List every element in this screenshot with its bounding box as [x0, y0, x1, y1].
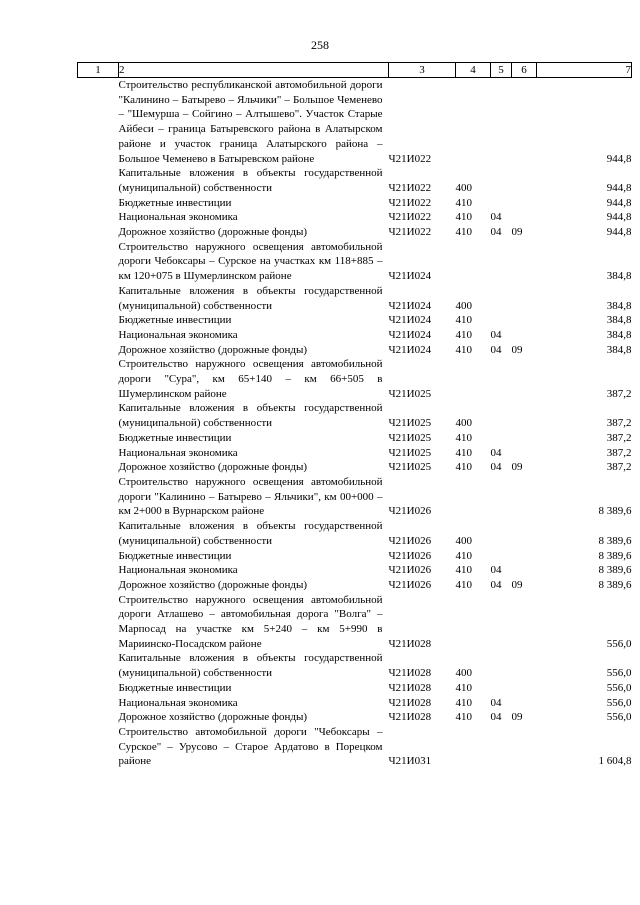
target-code-cell: Ч21И028 [388, 681, 432, 694]
header-col-6: 6 [512, 63, 537, 78]
expense-type-cell [456, 240, 491, 284]
section-cell [491, 313, 512, 328]
expense-type-cell: 410 [455, 211, 472, 224]
table-row [78, 196, 632, 211]
subsection-cell [512, 593, 537, 652]
item-name-cell: Бюджетные инвестиции [118, 431, 232, 444]
item-name-cell: Дорожное хозяйство (дорожные фонды) [118, 343, 308, 356]
expense-type-cell: 410 [455, 314, 472, 327]
expense-type-cell: 410 [455, 343, 472, 356]
expense-type-cell: 410 [455, 461, 472, 474]
row-number-cell [78, 225, 119, 240]
target-code-cell: Ч21И022 [388, 152, 432, 165]
expense-type-cell: 400 [455, 299, 472, 312]
amount-cell: 8 389,6 [598, 564, 632, 577]
table-row [78, 460, 632, 475]
subsection-cell [512, 166, 537, 195]
section-cell [491, 240, 512, 284]
section-cell: 04 [490, 564, 502, 577]
row-number-cell [78, 681, 119, 696]
amount-cell: 944,8 [606, 196, 632, 209]
amount-cell: 387,2 [606, 431, 632, 444]
expense-type-cell: 410 [455, 696, 472, 709]
amount-cell: 387,2 [606, 417, 632, 430]
item-name-cell: Бюджетные инвестиции [118, 549, 232, 562]
subsection-cell: 09 [511, 461, 523, 474]
section-cell [491, 651, 512, 680]
table-body [78, 78, 632, 770]
subsection-cell [512, 651, 537, 680]
amount-cell: 556,0 [606, 681, 632, 694]
row-number-cell [78, 710, 119, 725]
section-cell [491, 519, 512, 548]
table-row [78, 681, 632, 696]
expense-type-cell: 410 [455, 446, 472, 459]
amount-cell: 384,8 [606, 270, 632, 283]
table-row [78, 475, 632, 519]
row-number-cell [78, 460, 119, 475]
section-cell [491, 401, 512, 430]
page-number: 258 [311, 38, 329, 52]
subsection-cell [512, 210, 537, 225]
expense-type-cell: 410 [455, 549, 472, 562]
amount-cell: 8 389,6 [598, 505, 632, 518]
section-cell [491, 431, 512, 446]
row-number-cell [78, 166, 119, 195]
expense-type-cell: 410 [455, 196, 472, 209]
item-name-cell: Национальная экономика [118, 211, 238, 224]
target-code-cell: Ч21И028 [388, 696, 432, 709]
amount-cell: 1 604,8 [598, 755, 632, 768]
table-row [78, 313, 632, 328]
subsection-cell [512, 357, 537, 401]
target-code-cell: Ч21И028 [388, 711, 432, 724]
item-name-cell: Национальная экономика [118, 446, 238, 459]
amount-cell: 384,8 [606, 314, 632, 327]
subsection-cell [512, 475, 537, 519]
expense-type-cell [456, 475, 491, 519]
target-code-cell: Ч21И026 [388, 505, 432, 518]
target-code-cell: Ч21И024 [388, 328, 432, 341]
amount-cell: 387,2 [606, 446, 632, 459]
target-code-cell: Ч21И024 [388, 299, 432, 312]
row-number-cell [78, 196, 119, 211]
expense-type-cell: 410 [455, 711, 472, 724]
row-number-cell [78, 401, 119, 430]
section-cell: 04 [490, 461, 502, 474]
item-name-cell: Строительство республиканской автомобильной дороги "Калинино – Батырево – Яльчики" – Большое Чеменево – "Шемурша – Сойгино – Алтышево". Участок Старые Айбеси – граница Батыревского района в Алатырском районе и участок граница Алатырского района – Большое Чеменево в Батыревском районе [118, 79, 383, 165]
amount-cell: 384,8 [606, 343, 632, 356]
row-number-cell [78, 696, 119, 711]
amount-cell: 387,2 [606, 461, 632, 474]
row-number-cell [78, 578, 119, 593]
item-name-cell: Капитальные вложения в объекты государственной (муниципальной) собственности [118, 402, 383, 430]
table-row [78, 210, 632, 225]
subsection-cell [512, 431, 537, 446]
subsection-cell [512, 401, 537, 430]
item-name-cell: Бюджетные инвестиции [118, 196, 232, 209]
section-cell [491, 593, 512, 652]
target-code-cell: Ч21И024 [388, 270, 432, 283]
expense-type-cell [456, 357, 491, 401]
subsection-cell [512, 681, 537, 696]
table-row [78, 166, 632, 195]
amount-cell: 8 389,6 [598, 578, 632, 591]
subsection-cell: 09 [511, 578, 523, 591]
amount-cell: 944,8 [606, 152, 632, 165]
header-col-1: 1 [78, 63, 119, 78]
row-number-cell [78, 446, 119, 461]
section-cell: 04 [490, 343, 502, 356]
table-row [78, 78, 632, 167]
row-number-cell [78, 593, 119, 652]
section-cell: 04 [490, 226, 502, 239]
table-row [78, 401, 632, 430]
table-row [78, 225, 632, 240]
subsection-cell [512, 78, 537, 167]
target-code-cell: Ч21И025 [388, 446, 432, 459]
table-row [78, 710, 632, 725]
item-name-cell: Строительство наружного освещения автомобильной дороги Атлашево – автомобильная дорога "Волга" – Марпосад на участке км 5+240 – км 5+990 в Мариинско-Посадском районе [118, 593, 383, 650]
section-cell: 04 [490, 211, 502, 224]
row-number-cell [78, 651, 119, 680]
amount-cell: 944,8 [606, 226, 632, 239]
row-number-cell [78, 210, 119, 225]
section-cell [491, 357, 512, 401]
row-number-cell [78, 357, 119, 401]
row-number-cell [78, 240, 119, 284]
row-number-cell [78, 343, 119, 358]
subsection-cell [512, 446, 537, 461]
expense-type-cell: 410 [455, 681, 472, 694]
row-number-cell [78, 725, 119, 769]
item-name-cell: Строительство наружного освещения автомобильной дороги "Сура", км 65+140 – км 66+505 в Шумерлинском районе [118, 358, 383, 400]
expense-type-cell: 410 [455, 328, 472, 341]
table-row [78, 651, 632, 680]
section-cell [491, 166, 512, 195]
expense-type-cell [456, 593, 491, 652]
target-code-cell: Ч21И024 [388, 314, 432, 327]
row-number-cell [78, 431, 119, 446]
item-name-cell: Строительство наружного освещения автомобильной дороги Чебоксары – Сурское на участках км 118+885 – км 120+075 в Шумерлинском районе [118, 240, 383, 283]
subsection-cell [512, 196, 537, 211]
target-code-cell: Ч21И026 [388, 564, 432, 577]
item-name-cell: Дорожное хозяйство (дорожные фонды) [118, 578, 308, 591]
row-number-cell [78, 563, 119, 578]
expense-type-cell: 400 [455, 534, 472, 547]
table-row [78, 343, 632, 358]
subsection-cell [512, 725, 537, 769]
amount-cell: 944,8 [606, 181, 632, 194]
header-col-7: 7 [537, 63, 632, 78]
target-code-cell: Ч21И022 [388, 226, 432, 239]
section-cell: 04 [490, 446, 502, 459]
subsection-cell [512, 313, 537, 328]
row-number-cell [78, 475, 119, 519]
target-code-cell: Ч21И026 [388, 549, 432, 562]
section-cell: 04 [490, 696, 502, 709]
table-header-row [78, 63, 632, 78]
table-row [78, 431, 632, 446]
expense-type-cell: 410 [455, 564, 472, 577]
item-name-cell: Капитальные вложения в объекты государственной (муниципальной) собственности [118, 652, 383, 680]
target-code-cell: Ч21И025 [388, 387, 432, 400]
amount-cell: 384,8 [606, 299, 632, 312]
row-number-cell [78, 313, 119, 328]
section-cell [491, 681, 512, 696]
item-name-cell: Бюджетные инвестиции [118, 314, 232, 327]
expense-type-cell [456, 725, 491, 769]
expense-type-cell: 400 [455, 417, 472, 430]
target-code-cell: Ч21И031 [388, 755, 432, 768]
amount-cell: 556,0 [606, 637, 632, 650]
amount-cell: 384,8 [606, 328, 632, 341]
table-row [78, 549, 632, 564]
target-code-cell: Ч21И022 [388, 211, 432, 224]
amount-cell: 8 389,6 [598, 534, 632, 547]
target-code-cell: Ч21И024 [388, 343, 432, 356]
item-name-cell: Дорожное хозяйство (дорожные фонды) [118, 461, 308, 474]
expense-type-cell: 410 [455, 578, 472, 591]
item-name-cell: Бюджетные инвестиции [118, 681, 232, 694]
expense-type-cell: 400 [455, 667, 472, 680]
section-cell [491, 725, 512, 769]
amount-cell: 8 389,6 [598, 549, 632, 562]
subsection-cell [512, 563, 537, 578]
table-row [78, 725, 632, 769]
amount-cell: 556,0 [606, 696, 632, 709]
section-cell [491, 284, 512, 313]
amount-cell: 556,0 [606, 667, 632, 680]
subsection-cell [512, 284, 537, 313]
section-cell: 04 [490, 578, 502, 591]
expense-type-cell [456, 78, 491, 167]
expense-type-cell: 410 [455, 226, 472, 239]
item-name-cell: Национальная экономика [118, 696, 238, 709]
row-number-cell [78, 78, 119, 167]
table-row [78, 519, 632, 548]
section-cell: 04 [490, 711, 502, 724]
target-code-cell: Ч21И026 [388, 534, 432, 547]
row-number-cell [78, 519, 119, 548]
expense-type-cell: 410 [455, 431, 472, 444]
header-col-5: 5 [491, 63, 512, 78]
row-number-cell [78, 328, 119, 343]
amount-cell: 387,2 [606, 387, 632, 400]
amount-cell: 556,0 [606, 711, 632, 724]
item-name-cell: Дорожное хозяйство (дорожные фонды) [118, 226, 308, 239]
target-code-cell: Ч21И022 [388, 181, 432, 194]
subsection-cell [512, 549, 537, 564]
target-code-cell: Ч21И025 [388, 461, 432, 474]
target-code-cell: Ч21И022 [388, 196, 432, 209]
header-col-4: 4 [456, 63, 491, 78]
item-name-cell: Строительство автомобильной дороги "Чебоксары – Сурское" – Урусово – Старое Ардатово в Порецком районе [118, 725, 383, 768]
table-row [78, 593, 632, 652]
section-cell [491, 475, 512, 519]
table-row [78, 696, 632, 711]
table-row [78, 446, 632, 461]
target-code-cell: Ч21И026 [388, 578, 432, 591]
target-code-cell: Ч21И025 [388, 417, 432, 430]
table-row [78, 357, 632, 401]
item-name-cell: Капитальные вложения в объекты государственной (муниципальной) собственности [118, 520, 383, 547]
table-row [78, 284, 632, 313]
section-cell: 04 [490, 328, 502, 341]
item-name-cell: Национальная экономика [118, 328, 238, 341]
table-row [78, 578, 632, 593]
subsection-cell: 09 [511, 711, 523, 724]
subsection-cell [512, 696, 537, 711]
section-cell [491, 78, 512, 167]
item-name-cell: Капитальные вложения в объекты государственной (муниципальной) собственности [118, 284, 383, 312]
subsection-cell [512, 240, 537, 284]
target-code-cell: Ч21И028 [388, 667, 432, 680]
budget-table [77, 62, 632, 769]
table-row [78, 328, 632, 343]
table-row [78, 240, 632, 284]
section-cell [491, 549, 512, 564]
table-row [78, 563, 632, 578]
amount-cell: 944,8 [606, 211, 632, 224]
item-name-cell: Национальная экономика [118, 564, 238, 577]
header-col-2: 2 [119, 63, 389, 78]
item-name-cell: Дорожное хозяйство (дорожные фонды) [118, 711, 308, 724]
row-number-cell [78, 549, 119, 564]
section-cell [491, 196, 512, 211]
subsection-cell: 09 [511, 226, 523, 239]
item-name-cell: Капитальные вложения в объекты государственной (муниципальной) собственности [118, 167, 383, 194]
subsection-cell [512, 519, 537, 548]
target-code-cell: Ч21И028 [388, 637, 432, 650]
subsection-cell [512, 328, 537, 343]
row-number-cell [78, 284, 119, 313]
header-col-3: 3 [389, 63, 456, 78]
item-name-cell: Строительство наружного освещения автомобильной дороги "Калинино – Батырево – Яльчики", км 00+000 – км 2+000 в Вурнарском районе [118, 475, 383, 518]
subsection-cell: 09 [511, 343, 523, 356]
expense-type-cell: 400 [455, 181, 472, 194]
target-code-cell: Ч21И025 [388, 431, 432, 444]
